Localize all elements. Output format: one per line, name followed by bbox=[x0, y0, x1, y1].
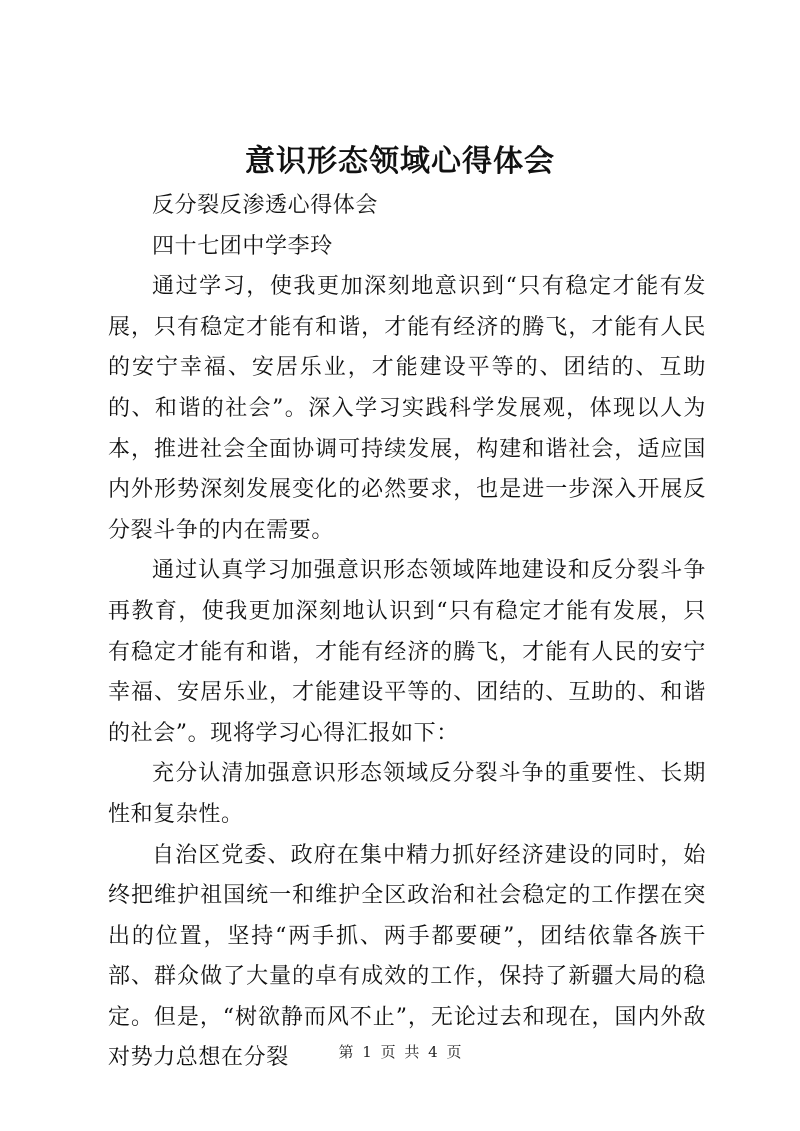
document-title: 意识形态领域心得体会 bbox=[245, 144, 555, 179]
body-paragraph: 充分认清加强意识形态领域反分裂斗争的重要性、长期性和复杂性。 bbox=[108, 761, 706, 827]
page-number-footer: 第 1 页 共 4 页 bbox=[338, 1043, 462, 1061]
author-paragraph: 四十七团中学李玲 bbox=[152, 233, 333, 259]
body-paragraph: 通过学习，使我更加深刻地意识到“只有稳定才能有发展，只有稳定才能有和谐，才能有经济的腾飞，才能有人民的安宁幸福、安居乐业，才能建设平等的、团结的、互助的、和谐的社会”。深入学习实践科学发展观，体现以人为本，推进社会全面协调可持续发展，构建和谐社会，适应国内外形势深刻发展变化的必然要求，也是进一步深入开展反分裂斗争的内在需要。 bbox=[108, 274, 706, 543]
body-paragraph: 通过认真学习加强意识形态领域阵地建设和反分裂斗争再教育，使我更加深刻地认识到“只有稳定才能有发展，只有稳定才能有和谐，才能有经济的腾飞，才能有人民的安宁幸福、安居乐业，才能建设平等的、团结的、互助的、和谐的社会”。现将学习心得汇报如下： bbox=[108, 558, 706, 746]
subtitle-paragraph: 反分裂反渗透心得体会 bbox=[152, 193, 379, 218]
document-body bbox=[108, 186, 706, 1079]
body-paragraph: 自治区党委、政府在集中精力抓好经济建设的同时，始终把维护祖国统一和维护全区政治和社会稳定的工作摆在突出的位置，坚持“两手抓、两手都要硬”，团结依靠各族干部、群众做了大量的卓有成效的工作，保持了新疆大局的稳定。但是，“树欲静而风不止”，无论过去和现在，国内外敌对势力总想在分裂 bbox=[108, 842, 706, 1071]
